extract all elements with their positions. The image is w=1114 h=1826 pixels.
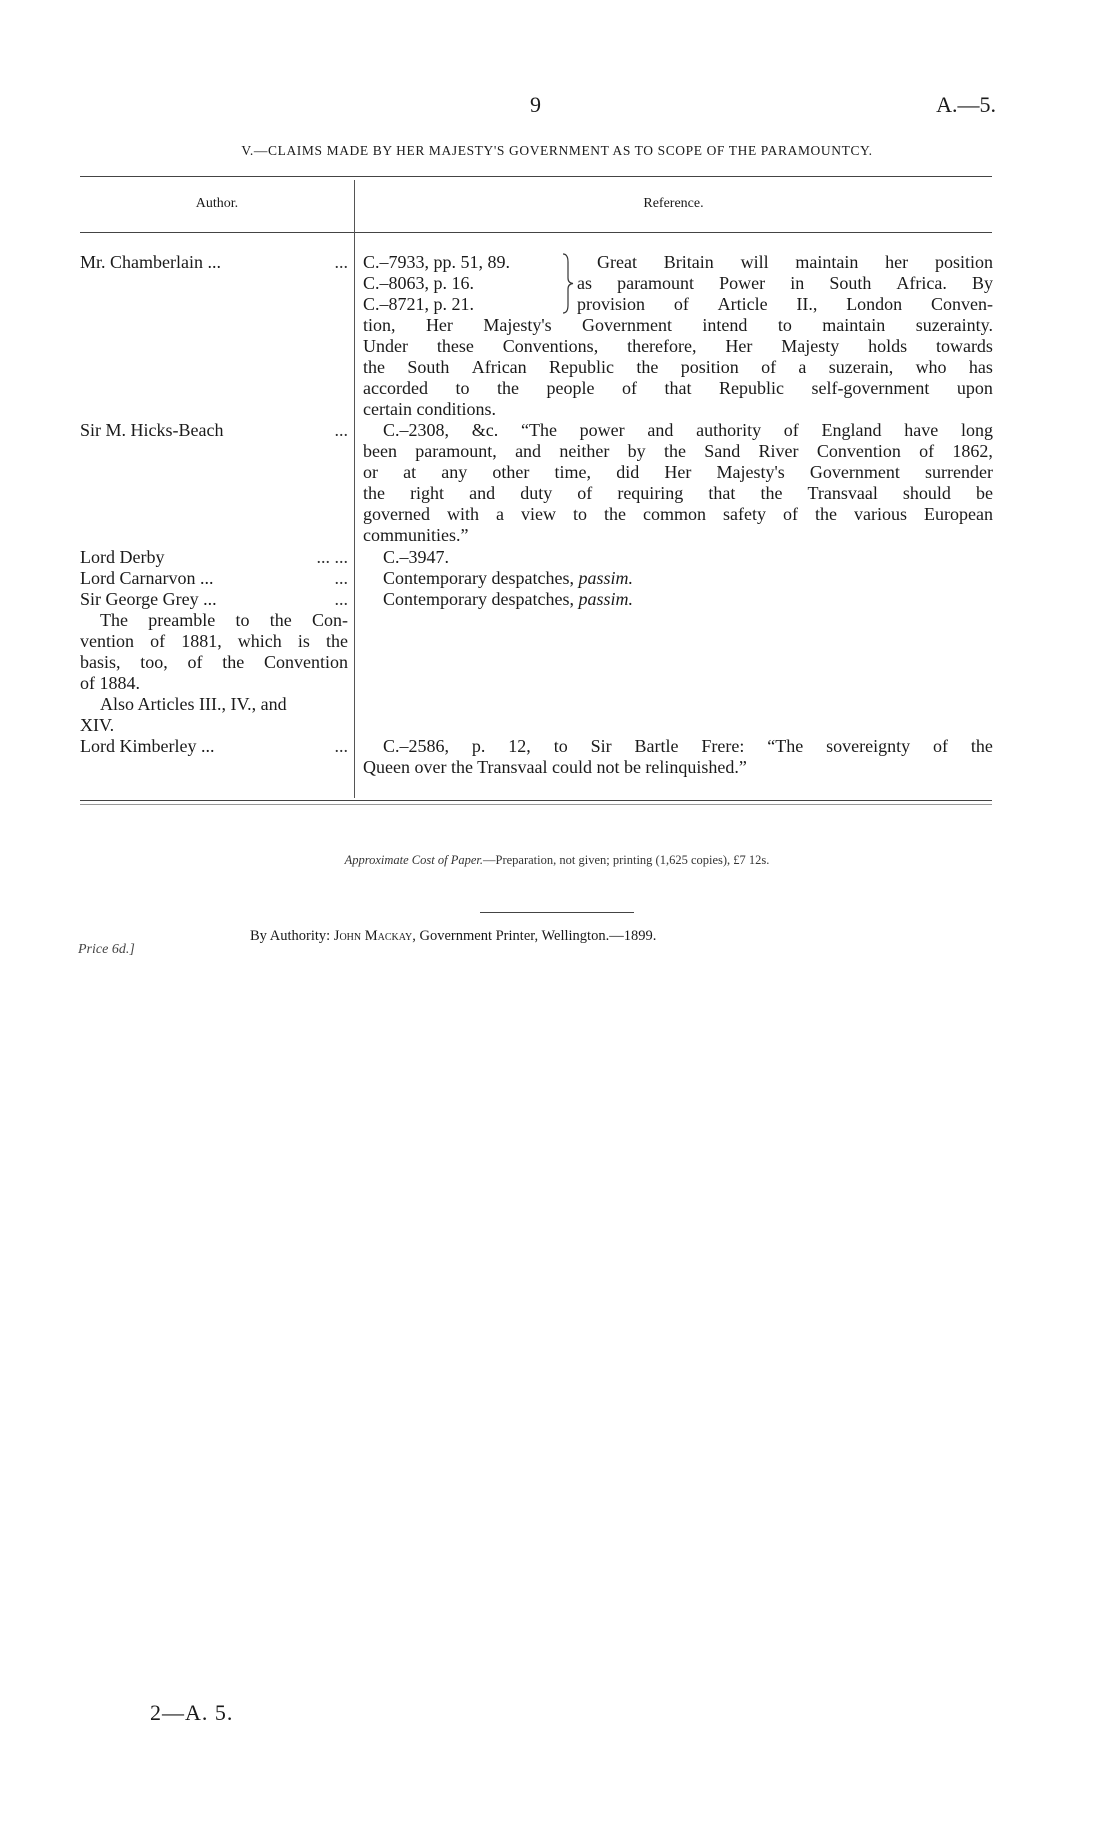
page-number: 9	[530, 92, 541, 117]
text-line: accorded to the people of that Republic self-government upon	[363, 378, 993, 398]
author-hicks-beach-row	[80, 420, 348, 441]
text-line: governed with a view to the common safety of the various European	[363, 504, 993, 524]
citation-line: C.–7933, pp. 51, 89.	[363, 252, 511, 272]
section-title: V.—CLAIMS MADE BY HER MAJESTY'S GOVERNMENT AS TO SCOPE OF THE PARAMOUNTCY.	[241, 143, 873, 158]
author-carnarvon: Lord Carnarvon ... ...	[80, 568, 348, 588]
text-line: Great Britain will maintain her position	[597, 252, 993, 272]
author-group	[80, 547, 348, 757]
author-hicks-beach: Sir M. Hicks-Beach ...	[80, 420, 348, 440]
column-divider	[354, 180, 355, 798]
author-articles-line-2: XIV.	[80, 715, 115, 735]
table-bottom-rule-2	[80, 804, 992, 805]
cost-text: —Preparation, not given; printing (1,625 copies), £7 12s.	[483, 853, 770, 867]
citation-line: C.–8063, p. 16.	[363, 273, 475, 293]
author-preamble-line-4: of 1884.	[80, 673, 140, 693]
table-header-rule	[80, 232, 992, 233]
curly-brace-icon	[559, 252, 577, 315]
text-line: C.–2586, p. 12, to Sir Bartle Frere: “The sovereignty of the	[383, 736, 993, 756]
text-line: certain conditions.	[363, 399, 496, 419]
text-line: Queen over the Transvaal could not be relinquished.”	[363, 757, 747, 777]
text-line: provision of Article II., London Conven-	[577, 294, 993, 314]
reference-citations	[363, 252, 559, 315]
author-grey: Sir George Grey ... ...	[80, 589, 348, 609]
reference-grey: Contemporary despatches, passim.	[383, 589, 633, 609]
reference-hicks-beach	[363, 420, 993, 546]
text-line: or at any other time, did Her Majesty's Government surrender	[363, 462, 993, 482]
author-derby: Lord Derby ... ...	[80, 547, 348, 567]
author-articles-line-1: Also Articles III., IV., and	[100, 694, 287, 714]
text-line: communities.”	[363, 525, 469, 545]
author-kimberley: Lord Kimberley ... ...	[80, 736, 348, 756]
table-top-rule	[80, 176, 992, 177]
reference-bracket-text	[577, 252, 993, 315]
footer-rule	[480, 912, 634, 913]
text-line: the right and duty of requiring that the Transvaal should be	[363, 483, 993, 503]
text-line: been paramount, and neither by the Sand River Convention of 1862,	[363, 441, 993, 461]
column-header-reference: Reference.	[643, 196, 704, 211]
footer-document-code: 2—A. 5.	[150, 1700, 234, 1725]
author-preamble-line-3: basis, too, of the Convention	[80, 652, 348, 672]
cost-label: Approximate Cost of Paper.	[344, 853, 483, 867]
reference-chamberlain	[363, 252, 993, 420]
reference-derby: C.–3947.	[383, 547, 450, 567]
author-preamble-line-1: The preamble to the Con-	[100, 610, 348, 630]
reference-kimberley	[363, 736, 993, 778]
reference-carnarvon: Contemporary despatches, passim.	[383, 568, 633, 588]
reference-group	[363, 547, 993, 610]
table-bottom-rule	[80, 800, 992, 801]
reference-bracket-block	[363, 252, 993, 315]
citation-line: C.–8721, p. 21.	[363, 294, 475, 314]
price: Price 6d.]	[78, 942, 135, 957]
author-column	[80, 252, 348, 273]
author-chamberlain: Mr. Chamberlain ... ...	[80, 252, 348, 272]
printing-authority: By Authority: John Mackay, Government Printer, Wellington.—1899.	[250, 928, 657, 944]
author-preamble-line-2: vention of 1881, which is the	[80, 631, 348, 651]
column-header-author: Author.	[195, 196, 239, 211]
approximate-cost	[0, 853, 1114, 868]
text-line: Under these Conventions, therefore, Her Majesty holds towards	[363, 336, 993, 356]
text-line: as paramount Power in South Africa. By	[577, 273, 993, 293]
text-line: C.–2308, &c. “The power and authority of England have long	[383, 420, 993, 440]
document-code: A.—5.	[936, 92, 996, 117]
text-line: tion, Her Majesty's Government intend to maintain suzerainty.	[363, 315, 993, 335]
text-line: the South African Republic the position of a suzerain, who has	[363, 357, 993, 377]
